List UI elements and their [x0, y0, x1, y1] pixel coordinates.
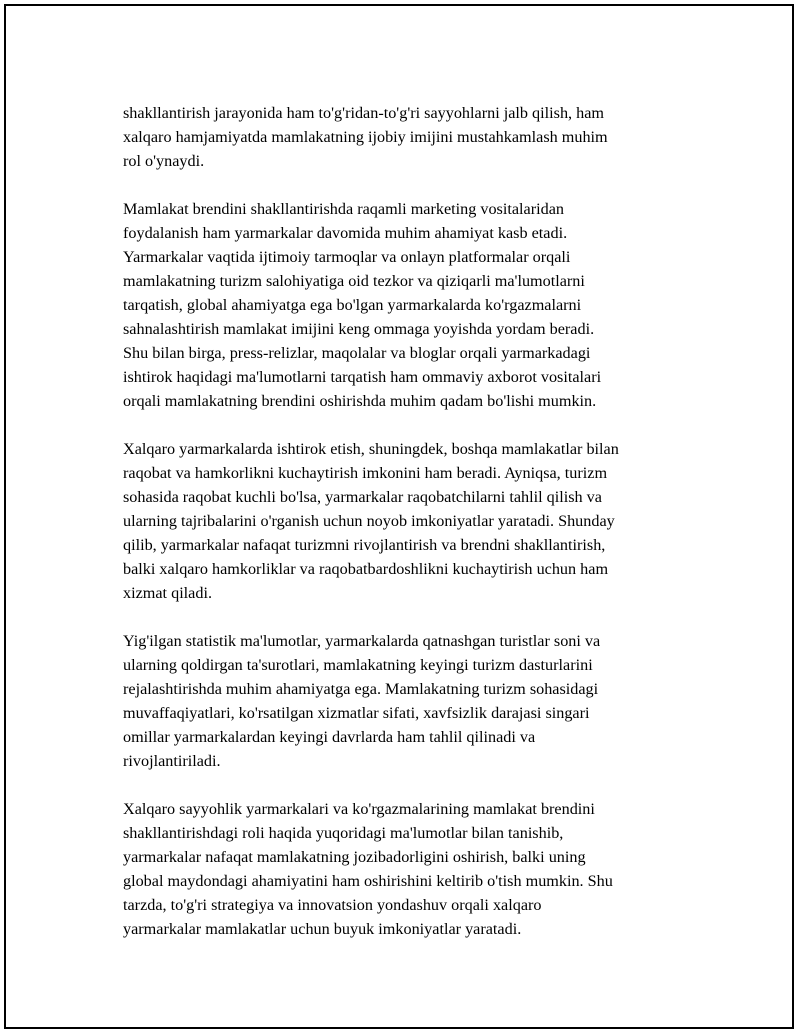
- document-body: [123, 101, 713, 965]
- text-line: shakllantirish jarayonida ham to'g'ridan-to'g'ri sayyohlarni jalb qilish, ham: [123, 104, 605, 122]
- text-line: Shu bilan birga, press-relizlar, maqolalar va bloglar orqali yarmarkadagi: [123, 344, 591, 362]
- text-line: tarzda, to'g'ri strategiya va innovatsion yondashuv orqali xalqaro: [123, 896, 542, 914]
- text-line: raqobat va hamkorlikni kuchaytirish imkonini ham beradi. Ayniqsa, turizm: [123, 464, 608, 482]
- paragraph-3: [123, 437, 713, 605]
- text-line: yarmarkalar mamlakatlar uchun buyuk imkoniyatlar yaratadi.: [123, 920, 522, 938]
- paragraph-5: [123, 797, 713, 941]
- page-frame: [4, 4, 794, 1029]
- paragraph-2: [123, 197, 713, 413]
- text-line: xalqaro hamjamiyatda mamlakatning ijobiy imijini mustahkamlash muhim: [123, 128, 608, 146]
- text-line: ularning tajribalarini o'rganish uchun noyob imkoniyatlar yaratadi. Shunday: [123, 512, 615, 530]
- text-line: qilib, yarmarkalar nafaqat turizmni rivojlantirish va brendni shakllantirish,: [123, 536, 606, 554]
- text-line: shakllantirishdagi roli haqida yuqoridagi ma'lumotlar bilan tanishib,: [123, 824, 564, 842]
- text-line: Xalqaro sayyohlik yarmarkalari va ko'rgazmalarining mamlakat brendini: [123, 800, 595, 818]
- text-line: sahnalashtirish mamlakat imijini keng ommaga yoyishda yordam beradi.: [123, 320, 595, 338]
- text-line: yarmarkalar nafaqat mamlakatning jozibadorligini oshirish, balki uning: [123, 848, 586, 866]
- text-line: tarqatish, global ahamiyatga ega bo'lgan yarmarkalarda ko'rgazmalarni: [123, 296, 582, 314]
- text-line: Yarmarkalar vaqtida ijtimoiy tarmoqlar va onlayn platformalar orqali: [123, 248, 571, 266]
- text-line: foydalanish ham yarmarkalar davomida muhim ahamiyat kasb etadi.: [123, 224, 568, 242]
- text-line: mamlakatning turizm salohiyatiga oid tezkor va qiziqarli ma'lumotlarni: [123, 272, 585, 290]
- text-line: rivojlantiriladi.: [123, 752, 221, 770]
- paragraph-1: [123, 101, 713, 173]
- text-line: ishtirok haqidagi ma'lumotlarni tarqatish ham ommaviy axborot vositalari: [123, 368, 602, 386]
- text-line: global maydondagi ahamiyatini ham oshirishini keltirib o'tish mumkin. Shu: [123, 872, 613, 890]
- text-line: Yig'ilgan statistik ma'lumotlar, yarmarkalarda qatnashgan turistlar soni va: [123, 632, 601, 650]
- text-line: Mamlakat brendini shakllantirishda raqamli marketing vositalaridan: [123, 200, 564, 218]
- text-line: xizmat qiladi.: [123, 584, 213, 602]
- text-line: muvaffaqiyatlari, ko'rsatilgan xizmatlar sifati, xavfsizlik darajasi singari: [123, 704, 590, 722]
- text-line: ularning qoldirgan ta'surotlari, mamlakatning keyingi turizm dasturlarini: [123, 656, 593, 674]
- text-line: rejalashtirishda muhim ahamiyatga ega. Mamlakatning turizm sohasidagi: [123, 680, 599, 698]
- text-line: balki xalqaro hamkorliklar va raqobatbardoshlikni kuchaytirish uchun ham: [123, 560, 609, 578]
- text-line: sohasida raqobat kuchli bo'lsa, yarmarkalar raqobatchilarni tahlil qilish va: [123, 488, 602, 506]
- text-line: orqali mamlakatning brendini oshirishda muhim qadam bo'lishi mumkin.: [123, 392, 597, 410]
- text-line: omillar yarmarkalardan keyingi davrlarda ham tahlil qilinadi va: [123, 728, 536, 746]
- text-line: Xalqaro yarmarkalarda ishtirok etish, shuningdek, boshqa mamlakatlar bilan: [123, 440, 619, 458]
- text-line: rol o'ynaydi.: [123, 152, 205, 170]
- paragraph-4: [123, 629, 713, 773]
